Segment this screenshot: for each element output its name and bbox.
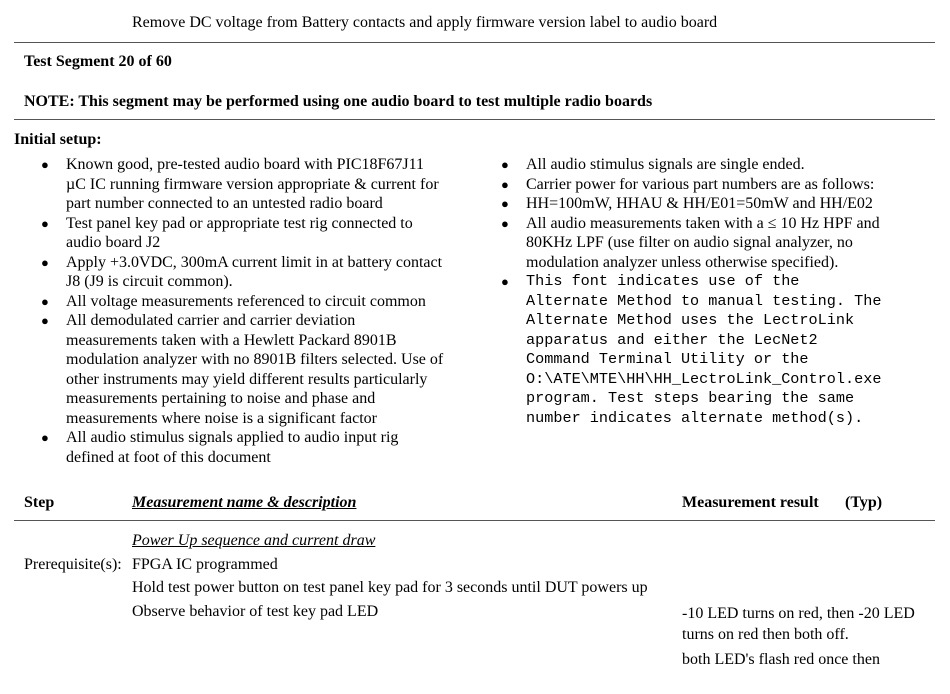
list-item-alt-method <box>499 272 939 428</box>
bullet-icon: ● <box>501 196 509 211</box>
alt-method-line: Alternate Method uses the LectroLink <box>526 311 855 329</box>
divider <box>14 119 935 120</box>
section-title: Power Up sequence and current draw <box>132 532 376 549</box>
bullet-icon: ● <box>41 215 49 231</box>
list-item-line: All demodulated carrier and carrier deviation <box>66 312 356 329</box>
list-item-line: All audio measurements taken with a ≤ 10 Hz HPF and <box>526 214 880 232</box>
typ-column-header: (Typ) <box>845 494 883 511</box>
list-item-line: modulation analyzer with no 8901B filters selected. Use of <box>66 351 444 368</box>
top-note: Remove DC voltage from Battery contacts and apply firmware version label to audio board <box>132 14 718 31</box>
bullet-icon: ● <box>41 157 49 172</box>
list-item-line: HH=100mW, HHAU & HH/E01=50mW and HH/E02 <box>526 195 873 212</box>
alt-method-line: Command Terminal Utility or the <box>526 350 809 368</box>
divider <box>14 520 935 521</box>
measurement-column-header: Measurement name & description <box>132 494 357 511</box>
list-item-line: J8 (J9 is circuit common). <box>66 273 233 290</box>
bullet-icon: ● <box>41 430 49 445</box>
result-line: turns on red then both off. <box>682 626 849 643</box>
step-hold-description: Hold test power button on test panel key pad for 3 seconds until DUT powers up <box>132 579 648 596</box>
list-item-line: All audio stimulus signals applied to audio input rig <box>66 429 399 446</box>
observe-result <box>682 603 942 670</box>
result-column-header: Measurement result <box>682 494 819 511</box>
bullet-icon: ● <box>41 313 49 328</box>
list-item <box>39 428 489 467</box>
step-column-header: Step <box>24 494 55 511</box>
list-item-line: Test panel key pad or appropriate test rig connected to <box>66 214 413 232</box>
result-line: both LED's flash red once then <box>682 651 880 668</box>
list-item-line: measurements taken with a Hewlett Packard 8901B <box>66 331 397 349</box>
list-item <box>499 194 939 214</box>
segment-title: Test Segment 20 of 60 <box>24 53 172 70</box>
bullet-icon: ● <box>501 215 509 231</box>
list-item-line: other instruments may yield different results particularly <box>66 370 428 388</box>
list-item-line: Known good, pre-tested audio board with PIC18F67J11 <box>66 156 425 173</box>
alt-method-line: apparatus and either the LecNet2 <box>526 330 818 349</box>
segment-note: NOTE: This segment may be performed using one audio board to test multiple radio boards <box>24 93 653 110</box>
alt-method-line: This font indicates use of the <box>526 272 800 290</box>
list-item-line: Carrier power for various part numbers are as follows: <box>526 175 875 193</box>
list-item <box>39 253 489 292</box>
bullet-icon: ● <box>41 293 49 309</box>
list-item-line: All voltage measurements referenced to circuit common <box>66 292 426 310</box>
list-item-line: measurements where noise is a significant factor <box>66 409 377 427</box>
setup-list-right <box>499 155 939 428</box>
list-item-line: modulation analyzer unless otherwise specified). <box>526 253 839 271</box>
list-item <box>499 214 939 273</box>
bullet-icon: ● <box>41 254 49 270</box>
list-item-line: Apply +3.0VDC, 300mA current limit in at battery contact <box>66 253 443 271</box>
bullet-icon: ● <box>501 274 509 289</box>
setup-list-left <box>39 155 489 467</box>
list-item-line: µC IC running firmware version appropriate & current for <box>66 175 439 193</box>
alt-method-line: Alternate Method to manual testing. The <box>526 291 882 310</box>
divider <box>14 42 935 43</box>
list-item <box>499 175 939 195</box>
list-item-line: measurements pertaining to noise and phase and <box>66 390 376 407</box>
alt-method-line: program. Test steps bearing the same <box>526 389 855 407</box>
prerequisite-label: Prerequisite(s): <box>24 556 122 573</box>
bullet-icon: ● <box>501 157 509 172</box>
initial-setup-heading: Initial setup: <box>14 131 102 148</box>
list-item-line: All audio stimulus signals are single ended. <box>526 156 805 173</box>
list-item-line: audio board J2 <box>66 234 161 251</box>
alt-method-line: number indicates alternate method(s). <box>526 408 864 427</box>
prerequisite-value: FPGA IC programmed <box>132 556 278 573</box>
list-item-line: defined at foot of this document <box>66 448 271 466</box>
alt-method-line: O:\ATE\MTE\HH\HH_LectroLink_Control.exe <box>526 369 882 388</box>
list-item <box>39 311 489 428</box>
step-observe-description: Observe behavior of test key pad LED <box>132 603 379 620</box>
list-item-line: 80KHz LPF (use filter on audio signal analyzer, no <box>526 234 853 251</box>
list-item <box>499 155 939 175</box>
list-item <box>39 214 489 253</box>
list-item <box>39 292 489 312</box>
result-line: -10 LED turns on red, then -20 LED <box>682 605 915 622</box>
list-item-line: part number connected to an untested radio board <box>66 195 383 212</box>
list-item <box>39 155 489 214</box>
bullet-icon: ● <box>501 176 509 192</box>
